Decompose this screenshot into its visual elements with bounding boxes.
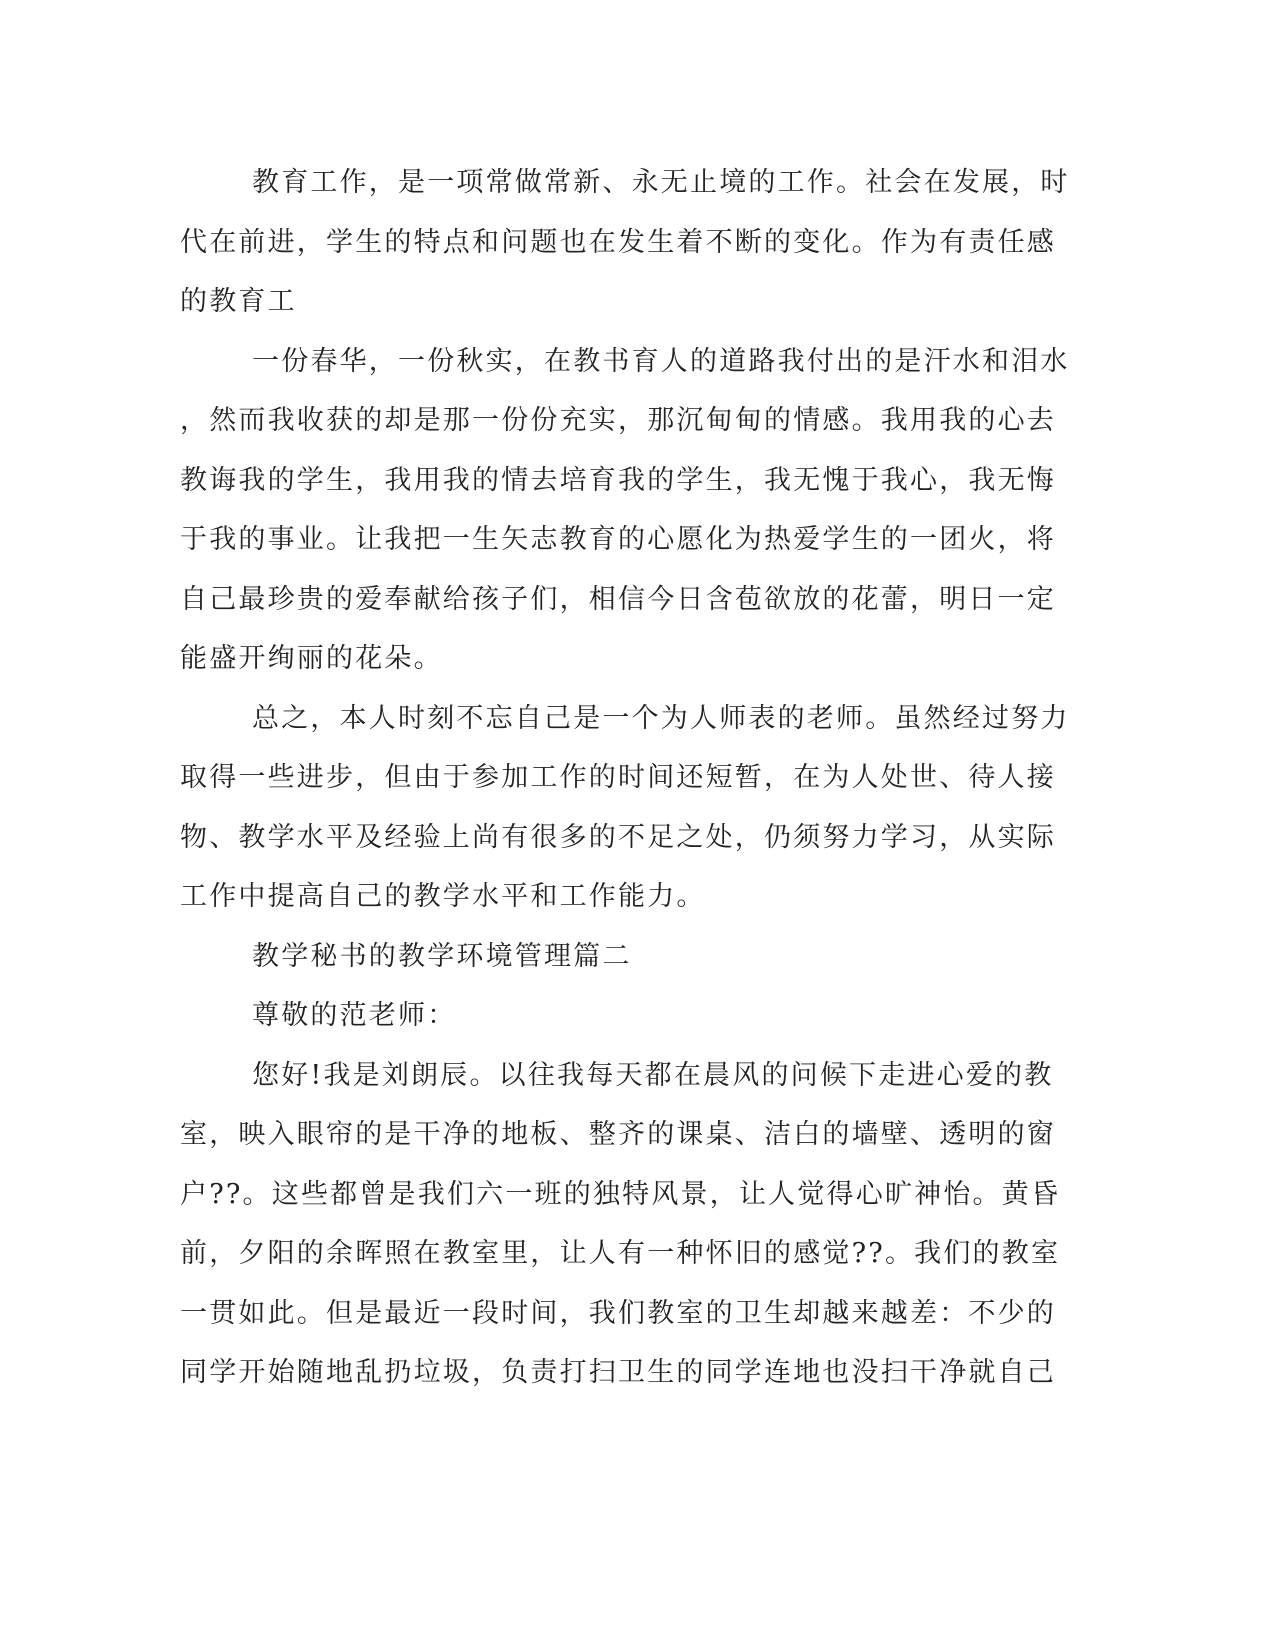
text-line: 自己最珍贵的爱奉献给孩子们，相信今日含苞欲放的花蕾，明日一定 — [180, 583, 1056, 615]
text-line: 于我的事业。让我把一生矢志教育的心愿化为热爱学生的一团火，将 — [180, 524, 1056, 555]
text-line: 物、教学水平及经验上尚有很多的不足之处，仍须努力学习，从实际 — [180, 821, 1056, 853]
text-line: 总之，本人时刻不忘自己是一个为人师表的老师。虽然经过努力 — [252, 702, 1070, 734]
paragraph-letter-body — [180, 1046, 1061, 1403]
text-line: 教诲我的学生，我用我的情去培育我的学生，我无愧于我心，我无悔 — [180, 464, 1056, 496]
text-line: 室，映入眼帘的是干净的地板、整齐的课桌、洁白的墙壁、透明的窗 — [180, 1119, 1056, 1150]
paragraph-education-work — [180, 153, 1070, 332]
text-line: 能盛开绚丽的花朵。 — [180, 643, 443, 674]
text-line: 一份春华，一份秋实，在教书育人的道路我付出的是汗水和泪水 — [252, 345, 1070, 377]
paragraph-spring-autumn — [180, 332, 1070, 689]
text-line: 前，夕阳的余晖照在教室里，让人有一种怀旧的感觉??。我们的教室 — [180, 1238, 1061, 1269]
text-line: ，然而我收获的却是那一份份充实，那沉甸甸的情感。我用我的心去 — [180, 405, 1056, 436]
text-line: 一贯如此。但是最近一段时间，我们教室的卫生却越来越差：不少的 — [180, 1297, 1056, 1329]
text-line: 代在前进，学生的特点和问题也在发生着不断的变化。作为有责任感 — [180, 226, 1056, 258]
text-line: 教学秘书的教学环境管理篇二 — [252, 940, 632, 972]
document-body — [180, 153, 1070, 1403]
section-heading — [180, 927, 1028, 987]
text-line: 您好!我是刘朗辰。以往我每天都在晨风的问候下走进心爱的教 — [252, 1059, 1054, 1091]
text-line: 尊敬的范老师： — [252, 1000, 457, 1031]
text-line: 同学开始随地乱扔垃圾，负责打扫卫生的同学连地也没扫干净就自己 — [180, 1357, 1056, 1388]
text-line: 教育工作，是一项常做常新、永无止境的工作。社会在发展，时 — [252, 167, 1070, 198]
paragraph-summary — [180, 689, 1070, 927]
text-line: 工作中提高自己的教学水平和工作能力。 — [180, 881, 706, 912]
text-line: 的教育工 — [180, 286, 297, 317]
text-line: 取得一些进步，但由于参加工作的时间还短暂，在为人处世、待人接 — [180, 762, 1056, 793]
letter-salutation — [180, 986, 1028, 1046]
text-line: 户??。这些都曾是我们六一班的独特风景，让人觉得心旷神怡。黄昏 — [180, 1178, 1061, 1210]
